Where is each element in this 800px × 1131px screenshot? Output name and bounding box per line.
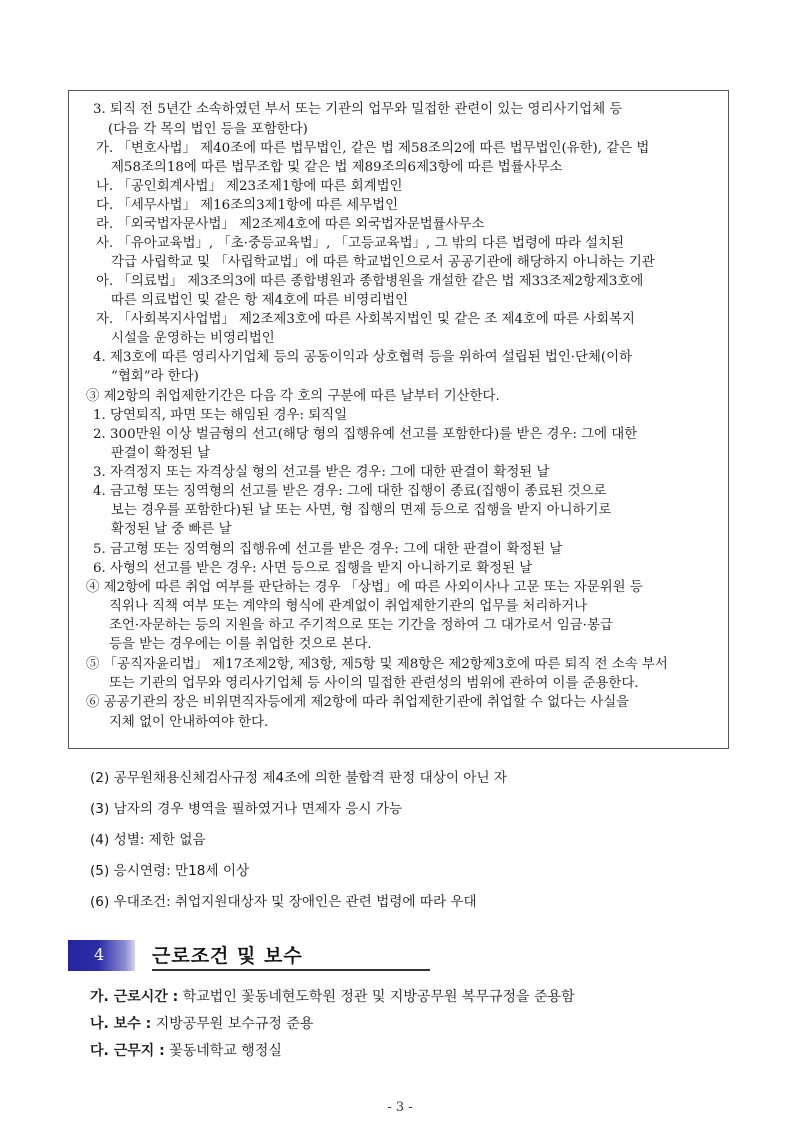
- law-text-line: 제58조의18에 따른 법무조합 및 같은 법 제89조의6제3항에 따른 법률사무소: [111, 160, 563, 175]
- law-text-line: 조언·자문하는 등의 지원을 하고 주기적으로 또는 기간을 정하여 그 대가로서 임금·봉급: [109, 618, 613, 633]
- law-text-line: 직위나 직책 여부 또는 계약의 형식에 관계없이 취업제한기관의 업무를 처리하거나: [109, 599, 588, 614]
- law-text-line: 자. 「사회복지사업법」 제2조제3호에 따른 사회복지법인 및 같은 조 제4호에 따른 사회복지: [96, 312, 635, 327]
- condition-item: [90, 1013, 313, 1033]
- law-text-line: 보는 경우를 포함한다)된 날 또는 사면, 형 집행의 면제 등으로 집행을 받지 아니하기로: [111, 503, 612, 518]
- section-number: 4: [94, 945, 105, 964]
- law-text-line: 판결이 확정된 날: [111, 446, 211, 461]
- law-text-line: “협회”라 한다): [111, 369, 199, 384]
- law-text-line: 가. 「변호사법」 제40조에 따른 법무법인, 같은 법 제58조의2에 따른 법무법인(유한), 같은 법: [96, 141, 650, 156]
- law-text-line: 지체 없이 안내하여야 한다.: [109, 715, 269, 730]
- section-title-underline: [152, 969, 430, 971]
- law-text-line: 확정된 날 중 빠른 날: [111, 522, 232, 537]
- law-text-line: 또는 기관의 업무와 영리사기업체 등 사이의 밀접한 관련성의 범위에 관하여 이를 준용한다.: [109, 676, 639, 691]
- law-text-line: (다음 각 목의 법인 등을 포함한다): [108, 122, 308, 137]
- law-text-line: 4. 제3호에 따른 영리사기업체 등의 공동이익과 상호협력 등을 위하여 설립된 법인·단체(이하: [93, 350, 633, 365]
- law-text-line: ④ 제2항에 따른 취업 여부를 판단하는 경우 「상법」에 따른 사외이사나 고문 또는 자문위원 등: [86, 580, 643, 595]
- condition-text: 지방공무원 보수규정 준용: [155, 1016, 314, 1032]
- law-text-line: 시설을 운영하는 비영리법인: [111, 331, 275, 346]
- requirement-item: (3) 남자의 경우 병역을 필하였거나 면제자 응시 가능: [90, 801, 403, 817]
- requirement-item: (6) 우대조건: 취업지원대상자 및 장애인은 관련 법령에 따라 우대: [90, 894, 477, 910]
- law-text-line: 사. 「유아교육법」, 「초·중등교육법」, 「고등교육법」, 그 밖의 다른 법령에 따라 설치된: [96, 236, 624, 251]
- condition-label: 다. 근무지 :: [90, 1043, 165, 1059]
- law-text-line: 3. 자격정지 또는 자격상실 형의 선고를 받은 경우: 그에 대한 판결이 확정된 날: [93, 465, 550, 480]
- law-text-line: 등을 받는 경우에는 이를 취업한 것으로 본다.: [109, 637, 372, 652]
- section-number-badge: [68, 940, 135, 971]
- law-text-line: 아. 「의료법」 제3조의3에 따른 종합병원과 종합병원을 개설한 같은 법 제33조제2항제3호에: [96, 274, 644, 289]
- law-text-line: ⑤ 「공직자윤리법」 제17조제2항, 제3항, 제5항 및 제8항은 제2항제3호에 따른 퇴직 전 소속 부서: [86, 657, 668, 672]
- law-text-line: ⑥ 공공기관의 장은 비위면직자등에게 제2항에 따라 취업제한기관에 취업할 수 없다는 사실을: [86, 695, 630, 710]
- page-number: - 3 -: [387, 1100, 413, 1115]
- law-text-line: 라. 「외국법자문사법」 제2조제4호에 따른 외국법자문법률사무소: [96, 217, 485, 232]
- law-text-line: 6. 사형의 선고를 받은 경우: 사면 등으로 집행을 받지 아니하기로 확정된 날: [93, 561, 533, 576]
- law-text-line: 나. 「공인회계사법」 제23조제1항에 따른 회계법인: [96, 179, 403, 194]
- condition-item: [90, 1040, 282, 1060]
- law-text-line: 각급 사립학교 및 「사립학교법」에 따른 학교법인으로서 공공기관에 해당하지 아니하는 기관: [111, 255, 655, 270]
- law-text-line: 2. 300만원 이상 벌금형의 선고(해당 형의 집행유예 선고를 포함한다)를 받은 경우: 그에 대한: [93, 427, 638, 442]
- condition-text: 학교법인 꽃동네현도학원 정관 및 지방공무원 복무규정을 준용함: [182, 989, 575, 1005]
- requirement-item: (5) 응시연령: 만18세 이상: [90, 863, 250, 879]
- law-text-line: 5. 금고형 또는 징역형의 집행유예 선고를 받은 경우: 그에 대한 판결이 확정된 날: [93, 542, 563, 557]
- law-text-line: 1. 당연퇴직, 파면 또는 해임된 경우: 퇴직일: [93, 408, 348, 423]
- law-text-line: ③ 제2항의 취업제한기간은 다음 각 호의 구분에 따른 날부터 기산한다.: [86, 389, 500, 404]
- condition-label: 나. 보수 :: [90, 1016, 152, 1032]
- requirement-item: (4) 성별: 제한 없음: [90, 832, 206, 848]
- law-text-line: 4. 금고형 또는 징역형의 선고를 받은 경우: 그에 대한 집행이 종료(집행이 종료된 것으로: [93, 484, 607, 499]
- law-text-line: 3. 퇴직 전 5년간 소속하였던 부서 또는 기관의 업무와 밀접한 관련이 있는 영리사기업체 등: [93, 102, 623, 117]
- condition-label: 가. 근로시간 :: [90, 989, 179, 1005]
- law-text-line: 따른 의료법인 및 같은 항 제4호에 따른 비영리법인: [111, 293, 409, 308]
- section-title: 근로조건 및 보수: [152, 945, 303, 967]
- law-text-line: 다. 「세무사법」 제16조의3제1항에 따른 세무법인: [96, 198, 399, 213]
- condition-text: 꽃동네학교 행정실: [169, 1043, 282, 1059]
- section-heading: [68, 940, 430, 971]
- condition-item: [90, 986, 575, 1006]
- requirement-item: (2) 공무원채용신체검사규정 제4조에 의한 불합격 판정 대상이 아닌 자: [90, 770, 508, 786]
